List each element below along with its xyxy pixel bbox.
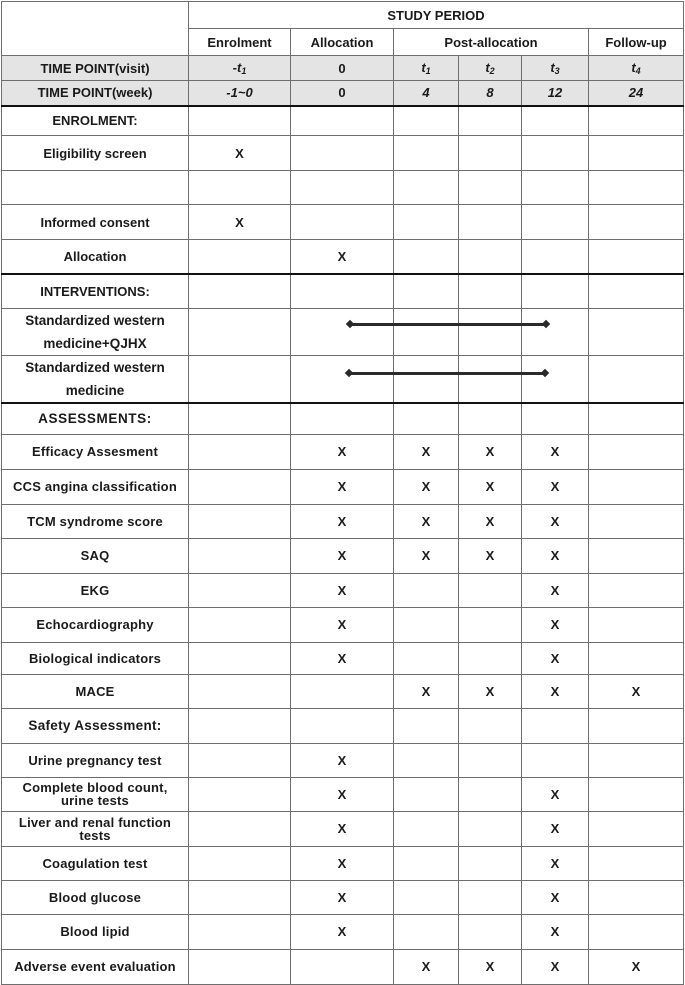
cell — [589, 538, 684, 573]
cell — [394, 777, 459, 811]
cell — [459, 171, 522, 205]
cell — [522, 309, 589, 356]
cell — [459, 743, 522, 777]
mark-cell: X — [522, 674, 589, 708]
cell — [589, 469, 684, 504]
visit-enrolment: $-t_1$ — [189, 56, 291, 81]
week-t2: 8 — [459, 81, 522, 106]
mark-cell: X — [394, 674, 459, 708]
cell — [589, 914, 684, 949]
cell — [189, 504, 291, 538]
cell — [459, 403, 522, 434]
mark-cell: X — [291, 811, 394, 846]
mark-cell: X — [459, 434, 522, 469]
cell — [459, 205, 522, 240]
cell — [394, 811, 459, 846]
cell — [189, 777, 291, 811]
week-enrolment: -1~0 — [189, 81, 291, 106]
mark-cell: X — [291, 846, 394, 880]
mark-cell: X — [522, 949, 589, 984]
cell — [189, 811, 291, 846]
week-row-label: TIME POINT(week) — [2, 81, 189, 106]
cell — [189, 880, 291, 914]
cell — [522, 274, 589, 309]
mark-cell: X — [459, 674, 522, 708]
table-row — [2, 642, 684, 674]
cell — [522, 743, 589, 777]
schedule-table — [1, 1, 684, 985]
mark-cell: X — [291, 642, 394, 674]
cell — [589, 136, 684, 171]
cell — [589, 573, 684, 607]
cell — [394, 205, 459, 240]
cell — [459, 607, 522, 642]
mark-cell: X — [522, 538, 589, 573]
mark-cell: X — [522, 846, 589, 880]
table-row — [2, 171, 684, 205]
cell — [459, 846, 522, 880]
row-label: Liver and renal function tests — [2, 811, 189, 846]
section-interventions: INTERVENTIONS: — [2, 274, 189, 309]
cell — [189, 106, 291, 136]
row-label: EKG — [2, 573, 189, 607]
cell — [291, 205, 394, 240]
week-t4: 24 — [589, 81, 684, 106]
mark-cell: X — [394, 434, 459, 469]
cell — [589, 811, 684, 846]
week-t1: 4 — [394, 81, 459, 106]
row-label: CCS angina classification — [2, 469, 189, 504]
cell — [189, 309, 291, 356]
cell — [189, 403, 291, 434]
cell — [291, 949, 394, 984]
week-allocation: 0 — [291, 81, 394, 106]
cell — [394, 642, 459, 674]
row-label: Coagulation test — [2, 846, 189, 880]
cell — [589, 106, 684, 136]
mark-cell: X — [522, 880, 589, 914]
cell — [291, 403, 394, 434]
cell — [189, 708, 291, 743]
row-label: Adverse event evaluation — [2, 949, 189, 984]
week-t3: 12 — [522, 81, 589, 106]
mark-cell: X — [291, 880, 394, 914]
cell — [459, 240, 522, 274]
table-row — [2, 434, 684, 469]
cell — [291, 309, 394, 356]
row-label-blank — [2, 171, 189, 205]
table-row — [2, 846, 684, 880]
table-row — [2, 607, 684, 642]
cell — [459, 914, 522, 949]
cell — [459, 811, 522, 846]
cell — [589, 403, 684, 434]
visit-t3: $t_3$ — [522, 56, 589, 81]
cell — [291, 171, 394, 205]
cell — [522, 205, 589, 240]
mark-cell: X — [291, 777, 394, 811]
cell — [589, 434, 684, 469]
table-row — [2, 811, 684, 846]
cell — [522, 106, 589, 136]
cell — [522, 403, 589, 434]
mark-cell: X — [291, 914, 394, 949]
row-label: Efficacy Assesment — [2, 434, 189, 469]
table-row — [2, 880, 684, 914]
cell — [394, 607, 459, 642]
cell — [589, 274, 684, 309]
cell — [394, 171, 459, 205]
cell — [189, 743, 291, 777]
row-label: SAQ — [2, 538, 189, 573]
cell — [589, 240, 684, 274]
cell — [589, 205, 684, 240]
intervention-label-qjhx: Standardized western medicine+QJHX — [2, 309, 189, 356]
cell — [189, 846, 291, 880]
mark-cell: X — [394, 469, 459, 504]
cell — [589, 846, 684, 880]
cell — [394, 846, 459, 880]
mark-cell: X — [291, 240, 394, 274]
visit-t2: $t_2$ — [459, 56, 522, 81]
cell — [394, 106, 459, 136]
mark-cell: X — [459, 469, 522, 504]
table-row — [2, 504, 684, 538]
row-label: Informed consent — [2, 205, 189, 240]
phase-follow-up: Follow-up — [589, 29, 684, 56]
mark-cell: X — [522, 469, 589, 504]
cell — [291, 356, 394, 404]
cell — [394, 573, 459, 607]
cell — [459, 136, 522, 171]
mark-cell: X — [589, 949, 684, 984]
cell — [291, 106, 394, 136]
cell — [589, 708, 684, 743]
cell — [459, 106, 522, 136]
mark-cell: X — [394, 504, 459, 538]
cell — [459, 309, 522, 356]
cell — [189, 356, 291, 404]
table-row — [2, 469, 684, 504]
table-row — [2, 949, 684, 984]
cell — [394, 136, 459, 171]
cell — [459, 274, 522, 309]
cell — [589, 356, 684, 404]
mark-cell: X — [291, 743, 394, 777]
cell — [394, 274, 459, 309]
row-label: Echocardiography — [2, 607, 189, 642]
mark-cell: X — [522, 434, 589, 469]
cell — [189, 538, 291, 573]
row-label: Blood glucose — [2, 880, 189, 914]
row-label: Eligibility screen — [2, 136, 189, 171]
phase-post-allocation: Post-allocation — [394, 29, 589, 56]
study-period-header: STUDY PERIOD — [189, 2, 684, 29]
visit-t1: $t_1$ — [394, 56, 459, 81]
cell — [394, 743, 459, 777]
mark-cell: X — [522, 607, 589, 642]
table-row — [2, 914, 684, 949]
table-row — [2, 777, 684, 811]
table-row — [2, 205, 684, 240]
cell — [394, 309, 459, 356]
cell — [459, 642, 522, 674]
table-row — [2, 743, 684, 777]
intervention-label-western: Standardized western medicine — [2, 356, 189, 404]
intervention-duration-bar-qjhx — [350, 323, 546, 326]
mark-cell: X — [291, 504, 394, 538]
cell — [522, 171, 589, 205]
mark-cell: X — [189, 136, 291, 171]
cell — [394, 403, 459, 434]
table-row — [2, 674, 684, 708]
intervention-duration-bar-western — [349, 372, 545, 375]
cell — [394, 356, 459, 404]
mark-cell: X — [291, 607, 394, 642]
cell — [189, 674, 291, 708]
row-label: Blood lipid — [2, 914, 189, 949]
table-row — [2, 240, 684, 274]
cell — [459, 708, 522, 743]
cell — [459, 356, 522, 404]
cell — [522, 708, 589, 743]
phase-allocation: Allocation — [291, 29, 394, 56]
row-label: Urine pregnancy test — [2, 743, 189, 777]
mark-cell: X — [589, 674, 684, 708]
cell — [189, 607, 291, 642]
cell — [459, 573, 522, 607]
row-label: Biological indicators — [2, 642, 189, 674]
mark-cell: X — [291, 434, 394, 469]
row-label: TCM syndrome score — [2, 504, 189, 538]
cell — [189, 434, 291, 469]
cell — [589, 309, 684, 356]
cell — [291, 674, 394, 708]
table-row — [2, 573, 684, 607]
cell — [189, 914, 291, 949]
cell — [291, 708, 394, 743]
table-row — [2, 136, 684, 171]
table-row — [2, 356, 684, 404]
phase-enrolment: Enrolment — [189, 29, 291, 56]
mark-cell: X — [394, 949, 459, 984]
mark-cell: X — [522, 642, 589, 674]
mark-cell: X — [291, 469, 394, 504]
cell — [189, 642, 291, 674]
cell — [394, 914, 459, 949]
cell — [189, 171, 291, 205]
visit-row-label: TIME POINT(visit) — [2, 56, 189, 81]
cell — [189, 274, 291, 309]
cell — [189, 573, 291, 607]
row-label: Complete blood count, urine tests — [2, 777, 189, 811]
cell — [589, 642, 684, 674]
cell — [589, 777, 684, 811]
cell — [291, 136, 394, 171]
table-row — [2, 309, 684, 356]
mark-cell: X — [291, 573, 394, 607]
cell — [459, 880, 522, 914]
mark-cell: X — [522, 811, 589, 846]
mark-cell: X — [522, 573, 589, 607]
mark-cell: X — [522, 914, 589, 949]
section-safety-assessment: Safety Assessment: — [2, 708, 189, 743]
corner-cell — [2, 2, 189, 56]
cell — [589, 743, 684, 777]
visit-t4: $t_4$ — [589, 56, 684, 81]
cell — [394, 880, 459, 914]
cell — [394, 240, 459, 274]
cell — [522, 240, 589, 274]
cell — [459, 777, 522, 811]
table-row — [2, 538, 684, 573]
mark-cell: X — [459, 949, 522, 984]
cell — [291, 274, 394, 309]
cell — [394, 708, 459, 743]
mark-cell: X — [459, 538, 522, 573]
cell — [522, 356, 589, 404]
cell — [189, 240, 291, 274]
cell — [589, 607, 684, 642]
cell — [522, 136, 589, 171]
cell — [589, 171, 684, 205]
cell — [189, 469, 291, 504]
mark-cell: X — [291, 538, 394, 573]
mark-cell: X — [394, 538, 459, 573]
row-label: MACE — [2, 674, 189, 708]
row-label: Allocation — [2, 240, 189, 274]
visit-allocation: 0 — [291, 56, 394, 81]
section-assessments: ASSESSMENTS: — [2, 403, 189, 434]
cell — [589, 504, 684, 538]
mark-cell: X — [459, 504, 522, 538]
section-enrolment: ENROLMENT: — [2, 106, 189, 136]
mark-cell: X — [522, 504, 589, 538]
mark-cell: X — [189, 205, 291, 240]
cell — [189, 949, 291, 984]
cell — [589, 880, 684, 914]
mark-cell: X — [522, 777, 589, 811]
